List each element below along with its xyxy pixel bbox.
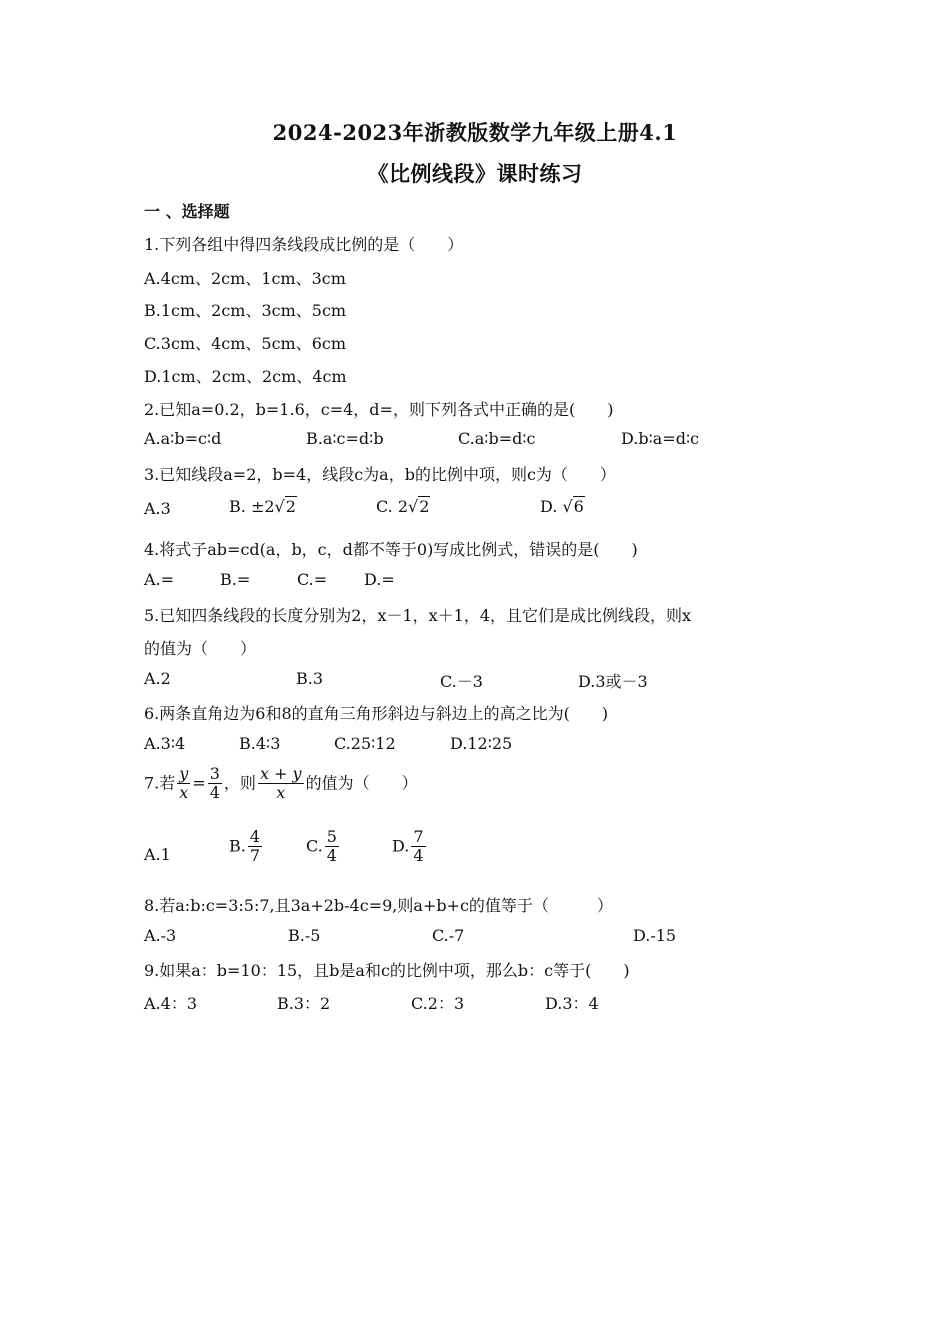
radicand: 2 [419,497,430,516]
option-d-label: D. [392,836,410,856]
question-4-option-d: D.= [364,570,395,589]
q7-mid: ，则 [223,773,256,793]
question-9-option-a: A.4：3 [144,994,198,1013]
question-6-option-c: C.25∶12 [334,734,396,753]
question-5-option-d: D.3或－3 [578,672,648,691]
question-4-stem: 4.将式子ab=cd(a，b，c，d都不等于0)写成比例式，错误的是( ) [144,540,638,559]
question-8-option-c: C.-7 [432,926,465,945]
option-d-label: D. [540,497,558,516]
sqrt-radical: √2 [408,497,430,516]
option-c-coefficient: 2 [397,497,409,516]
question-5-stem-line-2: 的值为（ ） [144,639,257,658]
q7-prefix: 7.若 [144,773,176,793]
equals-sign: = [192,773,206,793]
numerator: 3 [209,764,220,783]
question-9-option-b: B.3：2 [277,994,331,1013]
question-3-option-c [376,497,430,516]
radicand: 6 [573,497,584,516]
title-line-1: 2024-2023年浙教版数学九年级上册4.1 [272,120,678,145]
question-5-stem-line-1: 5.已知四条线段的长度分别为2，x－1，x＋1，4，且它们是成比例线段，则x [144,606,692,625]
question-1-stem: 1.下列各组中得四条线段成比例的是（ ） [144,235,464,254]
fraction-3-over-4 [208,765,222,803]
q7-suffix: 的值为（ ） [305,773,418,793]
question-5-option-a: A.2 [144,669,171,688]
numerator: x + y [259,764,302,783]
question-2-stem: 2.已知a=0.2，b=1.6，c=4，d=，则下列各式中正确的是( ) [144,400,614,419]
fraction-x-plus-y-over-x [258,765,304,803]
question-3-option-d [540,497,585,516]
question-7-option-b [229,828,264,866]
question-3-option-b [229,497,297,516]
question-2-option-b: B.a∶c=d∶b [306,429,384,448]
fraction-7-over-4 [411,828,425,866]
question-1-option-a: A.4cm、2cm、1cm、3cm [144,269,346,288]
numerator: y [179,764,189,783]
question-4-option-c: C.= [297,570,328,589]
question-7-stem [144,765,418,803]
question-8-option-a: A.-3 [144,926,177,945]
question-8-stem: 8.若a:b:c=3:5:7,且3a+2b-4c=9,则a+b+c的值等于（ ） [144,896,613,915]
denominator: x [179,783,189,803]
question-8-option-b: B.-5 [288,926,321,945]
question-1-option-b: B.1cm、2cm、3cm、5cm [144,301,347,320]
option-c-label: C. [376,497,393,516]
question-6-option-d: D.12∶25 [450,734,513,753]
question-4-option-b: B.= [220,570,251,589]
denominator: 7 [249,846,261,866]
fraction-y-over-x [177,765,190,803]
sqrt-radical: √2 [274,497,296,516]
question-9-option-d: D.3：4 [545,994,599,1013]
numerator: 4 [249,827,261,846]
question-6-stem: 6.两条直角边为6和8的直角三角形斜边与斜边上的高之比为( ) [144,704,609,723]
denominator: 4 [413,846,424,866]
question-3-option-a: A.3 [144,499,171,518]
denominator: 4 [209,783,220,803]
numerator: 5 [326,827,337,846]
numerator: 7 [413,827,424,846]
question-2-option-d: D.b∶a=d∶c [621,429,700,448]
question-9-option-c: C.2：3 [411,994,465,1013]
question-4-option-a: A.= [144,570,175,589]
question-7-option-c [306,828,341,866]
denominator: 4 [326,846,337,866]
question-2-option-c: C.a∶b=d∶c [458,429,536,448]
denominator: x [276,783,286,803]
section-heading: 一 、选择题 [144,202,230,221]
question-6-option-b: B.4∶3 [239,734,281,753]
question-5-option-b: B.3 [296,669,324,688]
question-2-option-a: A.a∶b=c∶d [144,429,222,448]
question-7-option-a: A.1 [144,845,171,864]
question-1-option-c: C.3cm、4cm、5cm、6cm [144,334,347,353]
option-b-label: B. [229,836,246,856]
question-1-option-d: D.1cm、2cm、2cm、4cm [144,367,347,386]
question-9-stem: 9.如果a：b=10：15，且b是a和c的比例中项，那么b：c等于( ) [144,961,630,980]
sqrt-radical: √6 [562,497,584,516]
question-8-option-d: D.-15 [633,926,677,945]
option-b-coefficient: ±2 [250,497,275,516]
question-5-option-c: C.－3 [440,672,483,691]
question-6-option-a: A.3∶4 [144,734,186,753]
question-7-option-d [392,828,428,866]
fraction-5-over-4 [325,828,339,866]
title-line-2: 《比例线段》课时练习 [367,161,583,186]
question-3-stem: 3.已知线段a=2，b=4，线段c为a，b的比例中项，则c为（ ） [144,465,616,484]
option-b-label: B. [229,497,246,516]
fraction-4-over-7 [248,828,262,866]
option-c-label: C. [306,836,323,856]
radicand: 2 [285,497,296,516]
